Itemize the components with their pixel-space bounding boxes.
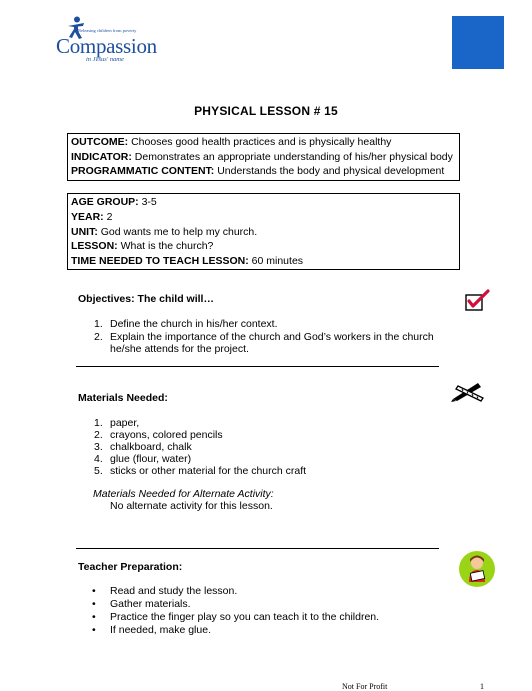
bullet: •: [92, 624, 96, 636]
list-number: 3.: [94, 441, 103, 453]
footer-note: Not For Profit: [342, 682, 388, 691]
list-number: 2.: [94, 429, 103, 441]
list-item: [92, 624, 492, 638]
year-label: YEAR:: [71, 211, 104, 223]
list-item: [0, 343, 532, 357]
time-needed-label: TIME NEEDED TO TEACH LESSON:: [71, 255, 249, 267]
list-item: [92, 585, 492, 599]
page-title: PHYSICAL LESSON # 15: [194, 104, 338, 118]
indicator-row: [71, 151, 453, 163]
age-group-value: 3-5: [141, 196, 157, 208]
logo-subtitle: in Jesus' name: [86, 56, 124, 63]
logo-wordmark: Compassion: [56, 34, 157, 58]
bullet: •: [92, 598, 96, 610]
list-item: [92, 598, 492, 612]
list-text: If needed, make glue.: [110, 624, 211, 636]
lesson-value: What is the church?: [120, 240, 214, 252]
list-item: [0, 318, 532, 332]
outcome-row: [71, 136, 391, 148]
bullet: •: [92, 585, 96, 597]
list-number: 1.: [94, 417, 103, 429]
list-text: crayons, colored pencils: [110, 429, 223, 441]
outcome-label: OUTCOME:: [71, 136, 129, 148]
header-color-block: [452, 16, 504, 69]
time-needed-value: 60 minutes: [251, 255, 304, 267]
alternate-materials-text: No alternate activity for this lesson.: [110, 500, 273, 512]
age-group-row: [71, 196, 157, 208]
list-text: Gather materials.: [110, 598, 191, 610]
unit-value: God wants me to help my church.: [100, 226, 258, 238]
indicator-label: INDICATOR:: [71, 151, 132, 163]
outcome-text: Chooses good health practices and is physically healthy: [131, 136, 392, 148]
bullet: •: [92, 611, 96, 623]
programmatic-content-text: Understands the body and physical development: [217, 165, 445, 177]
list-number: 1.: [94, 318, 103, 330]
divider: [76, 366, 439, 367]
list-text: he/she attends for the project.: [110, 343, 249, 355]
outcome-box: [67, 133, 460, 181]
indicator-text: Demonstrates an appropriate understanding of his/her physical body: [134, 151, 453, 163]
lesson-details-box: [67, 193, 460, 270]
age-group-label: AGE GROUP:: [71, 196, 139, 208]
list-number: 2.: [94, 331, 103, 343]
unit-label: UNIT:: [71, 226, 98, 238]
checkbox-check-icon: [464, 289, 490, 313]
materials-heading: Materials Needed:: [78, 392, 168, 404]
list-text: Explain the importance of the church and God’s workers in the church: [110, 331, 434, 343]
list-text: paper,: [110, 417, 140, 429]
objectives-heading: Objectives: The child will…: [78, 293, 214, 305]
unit-row: [71, 226, 257, 238]
list-number: 5.: [94, 465, 103, 477]
year-value: 2: [106, 211, 113, 223]
list-text: Practice the finger play so you can teach it to the children.: [110, 611, 380, 623]
divider: [76, 548, 439, 549]
teacher-reading-icon: [458, 550, 496, 588]
lesson-row: [71, 240, 213, 252]
page-number: 1: [480, 682, 484, 691]
list-item: [92, 611, 492, 625]
pencil-ruler-icon: [450, 379, 486, 403]
time-needed-row: [71, 255, 303, 267]
list-number: 4.: [94, 453, 103, 465]
logo-tagline: Releasing children from poverty: [78, 28, 137, 33]
list-text: chalkboard, chalk: [110, 441, 192, 453]
list-item: [0, 465, 532, 479]
teacher-prep-heading: Teacher Preparation:: [78, 561, 183, 573]
list-text: Read and study the lesson.: [110, 585, 238, 597]
lesson-label: LESSON:: [71, 240, 118, 252]
alternate-materials-heading: Materials Needed for Alternate Activity:: [93, 488, 274, 500]
programmatic-content-label: PROGRAMMATIC CONTENT:: [71, 165, 215, 177]
programmatic-content-row: [71, 165, 444, 177]
list-text: Define the church in his/her context.: [110, 318, 278, 330]
list-text: glue (flour, water): [110, 453, 192, 465]
compassion-logo: [52, 16, 172, 68]
list-text: sticks or other material for the church craft: [110, 465, 307, 477]
year-row: [71, 211, 112, 223]
